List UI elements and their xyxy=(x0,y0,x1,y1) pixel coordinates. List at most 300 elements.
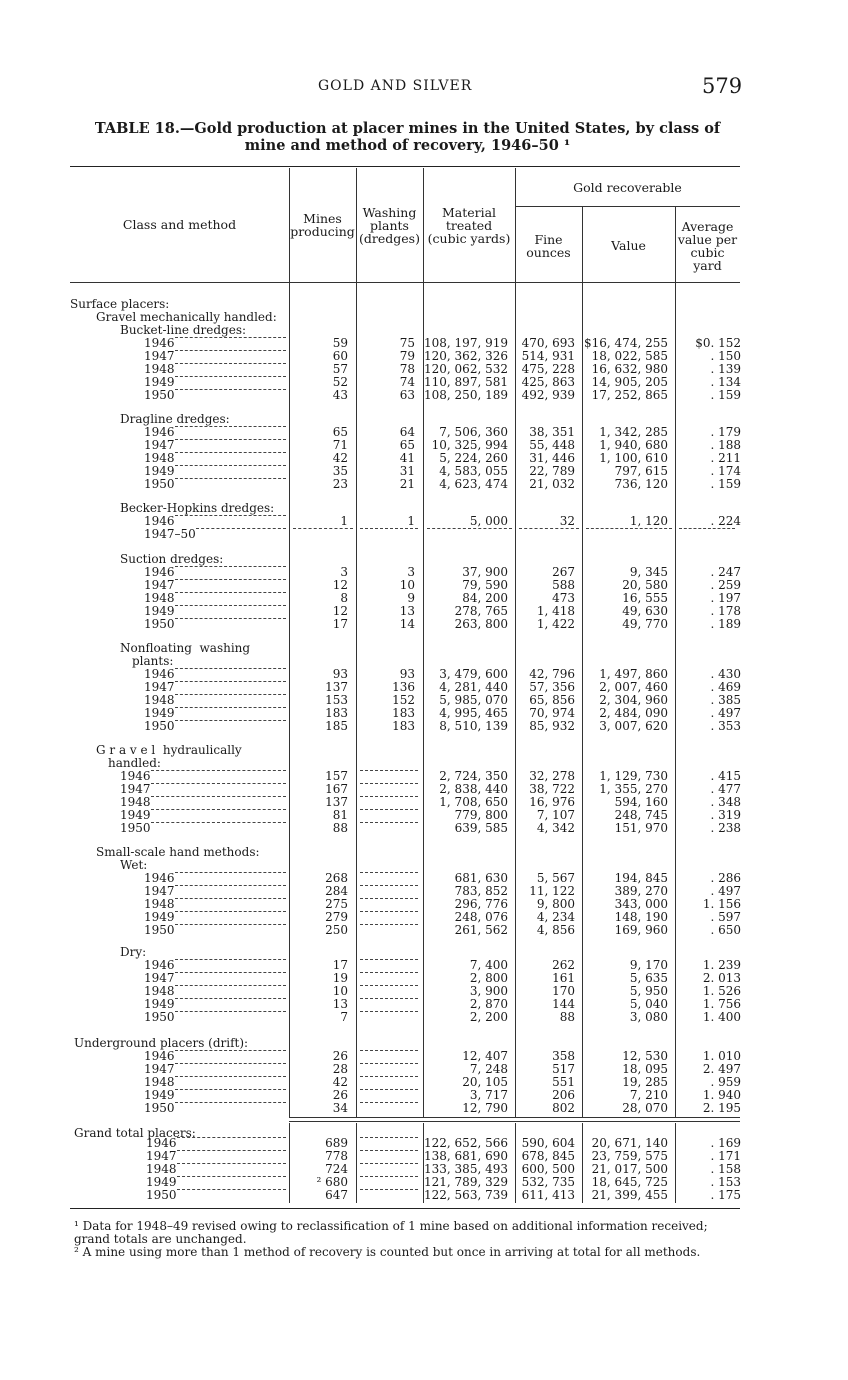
mines-cell: 137 xyxy=(325,795,348,809)
leader-dots xyxy=(175,1011,286,1012)
row-label: 1948 xyxy=(144,451,175,465)
fine-ounces-cell: 1, 422 xyxy=(536,617,575,631)
table-title-line-1: TABLE 18.—Gold production at placer mines in the United States, by class of xyxy=(94,120,721,137)
table-row xyxy=(0,515,848,528)
leader-dots xyxy=(177,1176,286,1177)
row-label: 1949 xyxy=(144,1088,175,1102)
washing-plants-cell: 1 xyxy=(407,514,415,528)
average-value-cell: . 650 xyxy=(710,923,741,937)
row-label: 1948 xyxy=(144,591,175,605)
leader-dots xyxy=(175,337,286,338)
average-value-cell: . 139 xyxy=(710,362,741,376)
leader-dots xyxy=(175,579,286,580)
leader-dots xyxy=(175,872,286,873)
header-text: producing xyxy=(290,224,355,239)
fine-ounces-cell: 32, 278 xyxy=(529,769,575,783)
leader-dots xyxy=(175,911,286,912)
material-cell: 248, 076 xyxy=(454,910,508,924)
row-label: 1949 xyxy=(144,375,175,389)
fine-ounces-cell: 551 xyxy=(552,1075,575,1089)
value-cell: 5, 040 xyxy=(629,997,668,1011)
mines-cell: 7 xyxy=(340,1010,348,1024)
value-cell: 17, 252, 865 xyxy=(591,388,668,402)
row-label: 1946 xyxy=(144,1049,175,1063)
table-row xyxy=(0,924,848,937)
fine-ounces-cell: 70, 974 xyxy=(529,706,575,720)
mines-cell: 28 xyxy=(332,1062,348,1076)
value-cell: 594, 160 xyxy=(614,795,668,809)
leader-dots xyxy=(196,528,286,529)
average-value-cell: $0. 152 xyxy=(695,336,741,350)
average-value-cell: . 159 xyxy=(710,477,741,491)
average-value-cell: . 171 xyxy=(710,1149,741,1163)
material-cell: 296, 776 xyxy=(454,897,508,911)
mines-cell: 13 xyxy=(332,997,348,1011)
fine-ounces-cell: 16, 976 xyxy=(529,795,575,809)
fine-ounces-cell: 5, 567 xyxy=(536,871,575,885)
row-label: 1949 xyxy=(146,1175,177,1189)
table-title-line-2: mine and method of recovery, 1946–50 ¹ xyxy=(244,137,571,154)
average-value-cell: . 189 xyxy=(710,617,741,631)
mines-cell: 12 xyxy=(332,578,348,592)
table-row xyxy=(0,822,848,835)
mines-cell: 10 xyxy=(332,984,348,998)
empty-cell-dash xyxy=(427,528,512,529)
leader-dots xyxy=(175,566,286,567)
average-value-cell: 1. 756 xyxy=(702,997,741,1011)
material-cell: 2, 838, 440 xyxy=(439,782,508,796)
value-cell: 3, 007, 620 xyxy=(599,719,668,733)
average-value-cell: . 178 xyxy=(710,604,741,618)
average-value-cell: . 188 xyxy=(710,438,741,452)
mines-cell: 183 xyxy=(325,706,348,720)
row-label: 1950 xyxy=(144,1010,175,1024)
mines-cell: 42 xyxy=(332,1075,348,1089)
average-value-cell: 1. 940 xyxy=(702,1088,741,1102)
washing-plants-dash xyxy=(360,1063,418,1064)
fine-ounces-cell: 144 xyxy=(552,997,575,1011)
washing-plants-cell: 14 xyxy=(399,617,415,631)
value-cell: $16, 474, 255 xyxy=(584,336,668,350)
average-value-cell: . 497 xyxy=(710,706,741,720)
value-cell: 9, 170 xyxy=(629,958,668,972)
mines-cell: 93 xyxy=(332,667,348,681)
washing-plants-cell: 13 xyxy=(399,604,415,618)
value-cell: 16, 632, 980 xyxy=(591,362,668,376)
value-cell: 20, 580 xyxy=(622,578,668,592)
material-cell: 2, 724, 350 xyxy=(439,769,508,783)
header-text: Mines xyxy=(303,211,342,226)
washing-plants-cell: 41 xyxy=(399,451,415,465)
average-value-cell: . 348 xyxy=(710,795,741,809)
row-label: 1946 xyxy=(120,769,151,783)
footnotes xyxy=(74,1220,754,1259)
washing-plants-cell: 10 xyxy=(399,578,415,592)
row-label: 1950 xyxy=(144,719,175,733)
table-row xyxy=(0,1011,848,1024)
average-value-cell: . 597 xyxy=(710,910,741,924)
row-label: 1946 xyxy=(146,1136,177,1150)
washing-plants-dash xyxy=(360,796,418,797)
row-label: 1947 xyxy=(144,1062,175,1076)
fine-ounces-cell: 85, 932 xyxy=(529,719,575,733)
leader-dots xyxy=(177,1137,286,1138)
row-label: plants: xyxy=(132,654,174,668)
leader-dots xyxy=(175,694,286,695)
mines-cell: 1 xyxy=(340,514,348,528)
value-cell: 1, 355, 270 xyxy=(599,782,668,796)
washing-plants-cell: 65 xyxy=(399,438,415,452)
row-label: 1949 xyxy=(144,464,175,478)
fine-ounces-cell: 55, 448 xyxy=(529,438,575,452)
average-value-cell: . 959 xyxy=(710,1075,741,1089)
row-label: 1949 xyxy=(144,604,175,618)
fine-ounces-cell: 206 xyxy=(552,1088,575,1102)
average-value-cell: 1. 526 xyxy=(702,984,741,998)
fine-ounces-cell: 42, 796 xyxy=(529,667,575,681)
average-value-cell: . 158 xyxy=(710,1162,741,1176)
material-cell: 138, 681, 690 xyxy=(424,1149,508,1163)
average-value-cell: . 159 xyxy=(710,388,741,402)
average-value-cell: . 174 xyxy=(710,464,741,478)
fine-ounces-cell: 425, 863 xyxy=(521,375,575,389)
leader-dots xyxy=(175,515,286,516)
material-cell: 133, 385, 493 xyxy=(424,1162,508,1176)
material-cell: 3, 479, 600 xyxy=(439,667,508,681)
row-label: Small-scale hand methods: xyxy=(96,845,260,859)
fine-ounces-cell: 31, 446 xyxy=(529,451,575,465)
leader-dots xyxy=(175,478,286,479)
leader-dots xyxy=(175,885,286,886)
washing-plants-cell: 183 xyxy=(392,719,415,733)
washing-plants-dash xyxy=(360,911,418,912)
header-value: Value xyxy=(611,238,646,253)
mines-cell: 268 xyxy=(325,871,348,885)
material-cell: 122, 563, 739 xyxy=(424,1188,508,1202)
average-value-cell: . 286 xyxy=(710,871,741,885)
material-cell: 108, 250, 189 xyxy=(424,388,508,402)
mines-cell: 275 xyxy=(325,897,348,911)
row-label: 1950 xyxy=(146,1188,177,1202)
fine-ounces-cell: 57, 356 xyxy=(529,680,575,694)
row-label: 1948 xyxy=(144,693,175,707)
mines-cell: 26 xyxy=(332,1049,348,1063)
row-label: 1946 xyxy=(144,514,175,528)
value-cell: 18, 022, 585 xyxy=(591,349,668,363)
material-cell: 4, 623, 474 xyxy=(439,477,508,491)
row-label: Nonfloating washing xyxy=(120,641,251,655)
footnote-2: ² A mine using more than 1 method of recovery is counted but once in arriving at total for all methods. xyxy=(74,1245,701,1259)
header-text: (dredges) xyxy=(359,231,420,246)
table-row xyxy=(0,389,848,402)
fine-ounces-cell: 267 xyxy=(552,565,575,579)
value-cell: 169, 960 xyxy=(614,923,668,937)
empty-cell-dash xyxy=(519,528,579,529)
material-cell: 2, 200 xyxy=(469,1010,508,1024)
material-cell: 7, 506, 360 xyxy=(439,425,508,439)
row-label: 1949 xyxy=(144,706,175,720)
average-value-cell: . 259 xyxy=(710,578,741,592)
material-cell: 7, 248 xyxy=(469,1062,508,1076)
mines-cell: 185 xyxy=(325,719,348,733)
header-class-method: Class and method xyxy=(122,217,237,232)
washing-plants-dash xyxy=(360,924,418,925)
leader-dots xyxy=(175,618,286,619)
average-value-cell: . 319 xyxy=(710,808,741,822)
leader-dots xyxy=(175,1050,286,1051)
value-cell: 1, 497, 860 xyxy=(599,667,668,681)
value-cell: 736, 120 xyxy=(614,477,668,491)
value-cell: 1, 129, 730 xyxy=(599,769,668,783)
washing-plants-dash xyxy=(360,872,418,873)
header-gold-recoverable: Gold recoverable xyxy=(573,180,682,195)
leader-dots xyxy=(175,707,286,708)
mines-cell: 19 xyxy=(332,971,348,985)
average-value-cell: . 385 xyxy=(710,693,741,707)
leader-dots xyxy=(151,796,286,797)
material-cell: 79, 590 xyxy=(462,578,508,592)
average-value-cell: 1. 156 xyxy=(702,897,741,911)
header-text: yard xyxy=(693,258,722,273)
mines-cell: 17 xyxy=(332,617,348,631)
material-cell: 5, 985, 070 xyxy=(439,693,508,707)
fine-ounces-cell: 492, 939 xyxy=(521,388,575,402)
mines-cell: 17 xyxy=(332,958,348,972)
washing-plants-cell: 93 xyxy=(399,667,415,681)
value-cell: 14, 905, 205 xyxy=(591,375,668,389)
leader-dots xyxy=(175,681,286,682)
row-label: 1947 xyxy=(144,578,175,592)
leader-dots xyxy=(175,1063,286,1064)
average-value-cell: . 430 xyxy=(710,667,741,681)
washing-plants-cell: 21 xyxy=(399,477,415,491)
row-label: Dragline dredges: xyxy=(120,412,230,426)
leader-dots xyxy=(175,426,286,427)
running-head-title: GOLD AND SILVER xyxy=(318,78,473,94)
table-row xyxy=(0,720,848,733)
page-number: 579 xyxy=(702,74,743,98)
value-cell: 2, 484, 090 xyxy=(599,706,668,720)
material-cell: 120, 062, 532 xyxy=(424,362,508,376)
washing-plants-dash xyxy=(360,959,418,960)
material-cell: 37, 900 xyxy=(462,565,508,579)
value-cell: 343, 000 xyxy=(614,897,668,911)
header-text: plants xyxy=(370,218,409,233)
table-row xyxy=(0,1102,848,1115)
average-value-cell: . 415 xyxy=(710,769,741,783)
washing-plants-dash xyxy=(360,1102,418,1103)
material-cell: 108, 197, 919 xyxy=(424,336,508,350)
row-label: handled: xyxy=(108,756,161,770)
fine-ounces-cell: 22, 789 xyxy=(529,464,575,478)
leader-dots xyxy=(175,605,286,606)
row-label: 1948 xyxy=(144,984,175,998)
mines-cell: 59 xyxy=(332,336,348,350)
leader-dots xyxy=(175,350,286,351)
value-cell: 1, 940, 680 xyxy=(599,438,668,452)
row-label: Wet: xyxy=(120,858,148,872)
value-cell: 9, 345 xyxy=(629,565,668,579)
row-label: G r a v e l hydraulically xyxy=(96,743,242,757)
row-label: 1950 xyxy=(144,1101,175,1115)
material-cell: 278, 765 xyxy=(454,604,508,618)
value-cell: 19, 285 xyxy=(622,1075,668,1089)
material-cell: 5, 224, 260 xyxy=(439,451,508,465)
material-cell: 110, 897, 581 xyxy=(424,375,508,389)
value-cell: 49, 770 xyxy=(622,617,668,631)
header-mines-producing xyxy=(289,212,356,238)
value-cell: 1, 100, 610 xyxy=(599,451,668,465)
row-label: 1949 xyxy=(120,808,151,822)
washing-plants-cell: 75 xyxy=(399,336,415,350)
fine-ounces-cell: 532, 735 xyxy=(521,1175,575,1189)
material-cell: 2, 870 xyxy=(469,997,508,1011)
value-cell: 18, 095 xyxy=(622,1062,668,1076)
fine-ounces-cell: 11, 122 xyxy=(529,884,575,898)
washing-plants-dash xyxy=(360,1076,418,1077)
row-label: 1950 xyxy=(144,617,175,631)
mines-cell: 8 xyxy=(340,591,348,605)
mines-cell: 279 xyxy=(325,910,348,924)
table-row xyxy=(0,642,848,655)
washing-plants-cell: 3 xyxy=(407,565,415,579)
fine-ounces-cell: 590, 604 xyxy=(521,1136,575,1150)
leader-dots xyxy=(175,998,286,999)
fine-ounces-cell: 517 xyxy=(552,1062,575,1076)
washing-plants-cell: 63 xyxy=(399,388,415,402)
mines-cell: 647 xyxy=(325,1188,348,1202)
fine-ounces-cell: 7, 107 xyxy=(536,808,575,822)
row-label: 1950 xyxy=(144,923,175,937)
fine-ounces-cell: 358 xyxy=(552,1049,575,1063)
leader-dots xyxy=(175,668,286,669)
washing-plants-dash xyxy=(360,1011,418,1012)
material-cell: 1, 708, 650 xyxy=(439,795,508,809)
material-cell: 681, 630 xyxy=(454,871,508,885)
empty-cell-dash xyxy=(360,528,418,529)
value-cell: 23, 759, 575 xyxy=(591,1149,668,1163)
washing-plants-dash xyxy=(360,783,418,784)
average-value-cell: 2. 497 xyxy=(702,1062,741,1076)
row-label: 1947–50 xyxy=(144,527,196,541)
row-label: 1946 xyxy=(144,565,175,579)
mines-cell: 57 xyxy=(332,362,348,376)
fine-ounces-cell: 38, 351 xyxy=(529,425,575,439)
value-cell: 20, 671, 140 xyxy=(591,1136,668,1150)
table-row xyxy=(0,1189,848,1202)
washing-plants-dash xyxy=(360,809,418,810)
empty-cell-dash xyxy=(586,528,672,529)
table-title xyxy=(70,120,745,154)
fine-ounces-cell: 65, 856 xyxy=(529,693,575,707)
washing-plants-dash xyxy=(360,1163,418,1164)
value-cell: 389, 270 xyxy=(614,884,668,898)
value-cell: 194, 845 xyxy=(614,871,668,885)
washing-plants-dash xyxy=(360,1050,418,1051)
average-value-cell: . 224 xyxy=(710,514,741,528)
value-cell: 2, 304, 960 xyxy=(599,693,668,707)
value-cell: 3, 080 xyxy=(629,1010,668,1024)
row-label: 1947 xyxy=(144,349,175,363)
header-text: treated xyxy=(445,218,493,233)
material-cell: 4, 583, 055 xyxy=(439,464,508,478)
value-cell: 248, 745 xyxy=(614,808,668,822)
average-value-cell: . 134 xyxy=(710,375,741,389)
material-cell: 261, 562 xyxy=(454,923,508,937)
leader-dots xyxy=(175,363,286,364)
fine-ounces-cell: 262 xyxy=(552,958,575,972)
row-label: 1946 xyxy=(144,871,175,885)
mines-cell: 284 xyxy=(325,884,348,898)
leader-dots xyxy=(175,1076,286,1077)
material-cell: 4, 995, 465 xyxy=(439,706,508,720)
fine-ounces-cell: 88 xyxy=(559,1010,575,1024)
material-cell: 779, 800 xyxy=(454,808,508,822)
value-cell: 49, 630 xyxy=(622,604,668,618)
material-cell: 5, 000 xyxy=(469,514,508,528)
leader-dots xyxy=(151,783,286,784)
value-cell: 1, 120 xyxy=(629,514,668,528)
material-cell: 122, 652, 566 xyxy=(424,1136,508,1150)
washing-plants-dash xyxy=(360,822,418,823)
table-bottom-rule xyxy=(70,1208,740,1209)
average-value-cell: . 211 xyxy=(710,451,741,465)
row-label: 1950 xyxy=(144,477,175,491)
mines-cell: 137 xyxy=(325,680,348,694)
fine-ounces-cell: 38, 722 xyxy=(529,782,575,796)
table-row xyxy=(0,618,848,631)
material-cell: 4, 281, 440 xyxy=(439,680,508,694)
fine-ounces-cell: 611, 413 xyxy=(521,1188,575,1202)
mines-cell: 43 xyxy=(332,388,348,402)
washing-plants-cell: 64 xyxy=(399,425,415,439)
average-value-cell: . 175 xyxy=(710,1188,741,1202)
fine-ounces-cell: 475, 228 xyxy=(521,362,575,376)
mines-cell: 34 xyxy=(332,1101,348,1115)
material-cell: 10, 325, 994 xyxy=(431,438,508,452)
washing-plants-cell: 31 xyxy=(399,464,415,478)
value-cell: 7, 210 xyxy=(629,1088,668,1102)
row-label: Suction dredges: xyxy=(120,552,224,566)
total-rule xyxy=(289,1121,740,1122)
leader-dots xyxy=(175,592,286,593)
header-text: Washing xyxy=(362,205,417,220)
washing-plants-dash xyxy=(360,1089,418,1090)
value-cell: 797, 615 xyxy=(614,464,668,478)
material-cell: 120, 362, 326 xyxy=(424,349,508,363)
material-cell: 20, 105 xyxy=(462,1075,508,1089)
row-label: 1946 xyxy=(144,425,175,439)
average-value-cell: . 247 xyxy=(710,565,741,579)
leader-dots xyxy=(175,720,286,721)
fine-ounces-cell: 600, 500 xyxy=(521,1162,575,1176)
value-cell: 5, 950 xyxy=(629,984,668,998)
mines-cell: 153 xyxy=(325,693,348,707)
header-text: (cubic yards) xyxy=(427,231,511,246)
row-label: 1946 xyxy=(144,336,175,350)
row-label: 1946 xyxy=(144,667,175,681)
average-value-cell: . 179 xyxy=(710,425,741,439)
material-cell: 121, 789, 329 xyxy=(424,1175,508,1189)
gold-group-rule xyxy=(515,206,740,207)
leader-dots xyxy=(175,959,286,960)
average-value-cell: 1. 400 xyxy=(702,1010,741,1024)
mines-cell: 3 xyxy=(340,565,348,579)
fine-ounces-cell: 32 xyxy=(559,514,575,528)
mines-cell: 71 xyxy=(332,438,348,452)
header-washing-plants xyxy=(356,206,423,245)
row-label: 1948 xyxy=(146,1162,177,1176)
